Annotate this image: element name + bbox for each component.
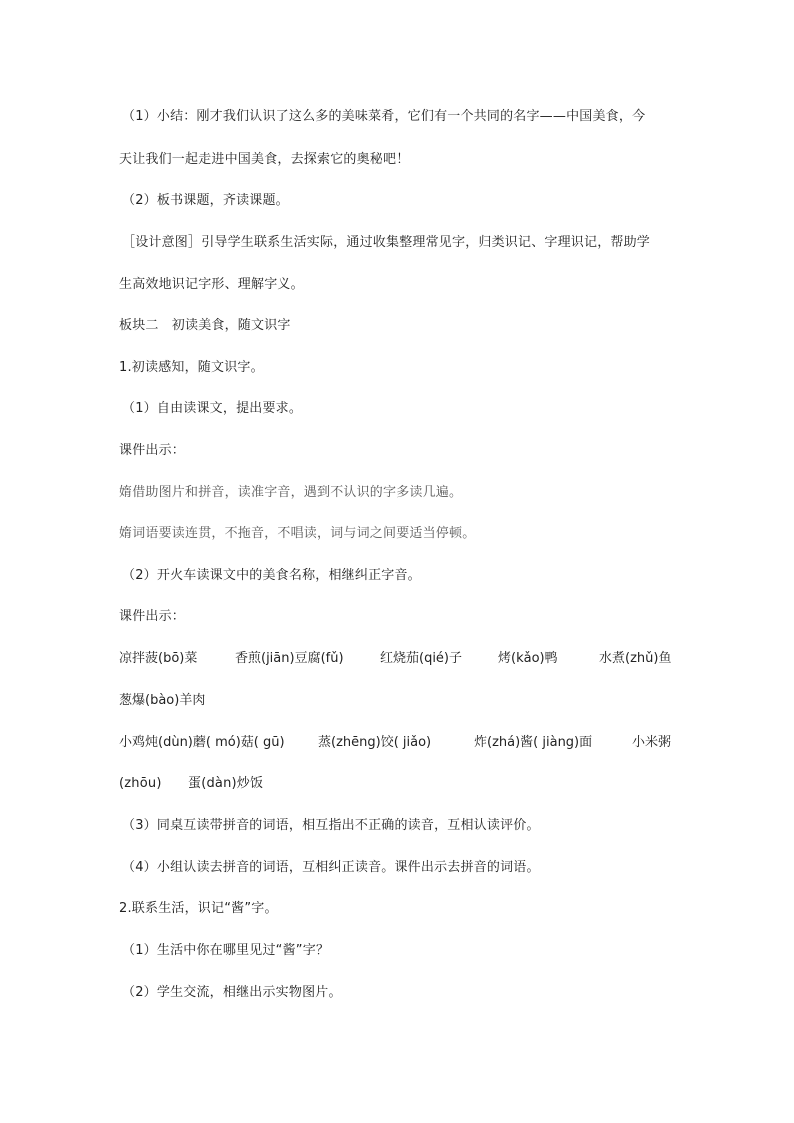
step-train-reading: （2）开火车读课文中的美食名称，相继纠正字音。 — [122, 568, 421, 583]
step-pair-reading: （3）同桌互读带拼音的词语，相互指出不正确的读音，互相认读评价。 — [122, 818, 540, 833]
subsection-heading-2: 2.联系生活，识记“酱”字。 — [119, 901, 278, 916]
food-item: 小米粥 — [632, 735, 672, 750]
food-item: 凉拌菠(bō)菜 — [119, 651, 198, 666]
step-exchange: （2）学生交流，相继出示实物图片。 — [122, 985, 342, 1000]
summary-paragraph-line-2: 天让我们一起走进中国美食，去探索它的奥秘吧！ — [119, 152, 410, 167]
food-row-4: (zhōu) 蛋(dàn)炒饭 — [119, 776, 264, 791]
courseware-label-1: 课件出示： — [119, 443, 186, 458]
courseware-label-2: 课件出示： — [119, 609, 186, 624]
requirement-2: 媠词语要读连贯，不拖音，不唱读，词与词之间要适当停顿。 — [119, 526, 476, 541]
food-item: 蒸(zhēng)饺( jiǎo) — [318, 735, 432, 750]
section-heading: 板块二 初读美食，随文识字 — [119, 318, 291, 333]
food-item: 炸(zhá)酱( jiàng)面 — [474, 735, 593, 750]
subsection-heading-1: 1.初读感知，随文识字。 — [119, 360, 264, 375]
step-free-reading: （1）自由读课文，提出要求。 — [122, 401, 303, 416]
design-intent-line-1: ［设计意图］引导学生联系生活实际，通过收集整理常见字，归类识记、字理识记，帮助学 — [122, 235, 651, 250]
summary-paragraph-line-1: （1）小结：刚才我们认识了这么多的美味菜肴，它们有一个共同的名字——中国美食，今 — [122, 109, 646, 124]
food-item: 香煎(jiān)豆腐(fǔ) — [235, 651, 344, 666]
step-where-seen: （1）生活中你在哪里见过“酱”字？ — [122, 943, 330, 958]
food-item: 葱爆(bào)羊肉 — [119, 693, 206, 708]
design-intent-line-2: 生高效地识记字形、理解字义。 — [119, 277, 304, 292]
food-item: 烤(kǎo)鸭 — [498, 651, 558, 666]
step-group-reading: （4）小组认读去拼音的词语，互相纠正读音。课件出示去拼音的词语。 — [122, 860, 540, 875]
step-board-title: （2）板书课题，齐读课题。 — [122, 193, 289, 208]
food-item: 小鸡炖(dùn)蘑( mó)菇( gū) — [119, 735, 285, 750]
food-item: 水煮(zhǔ)鱼 — [599, 651, 672, 666]
requirement-1: 媠借助图片和拼音，读准字音，遇到不认识的字多读几遍。 — [119, 485, 463, 500]
food-item: 红烧茄(qié)子 — [380, 651, 463, 666]
